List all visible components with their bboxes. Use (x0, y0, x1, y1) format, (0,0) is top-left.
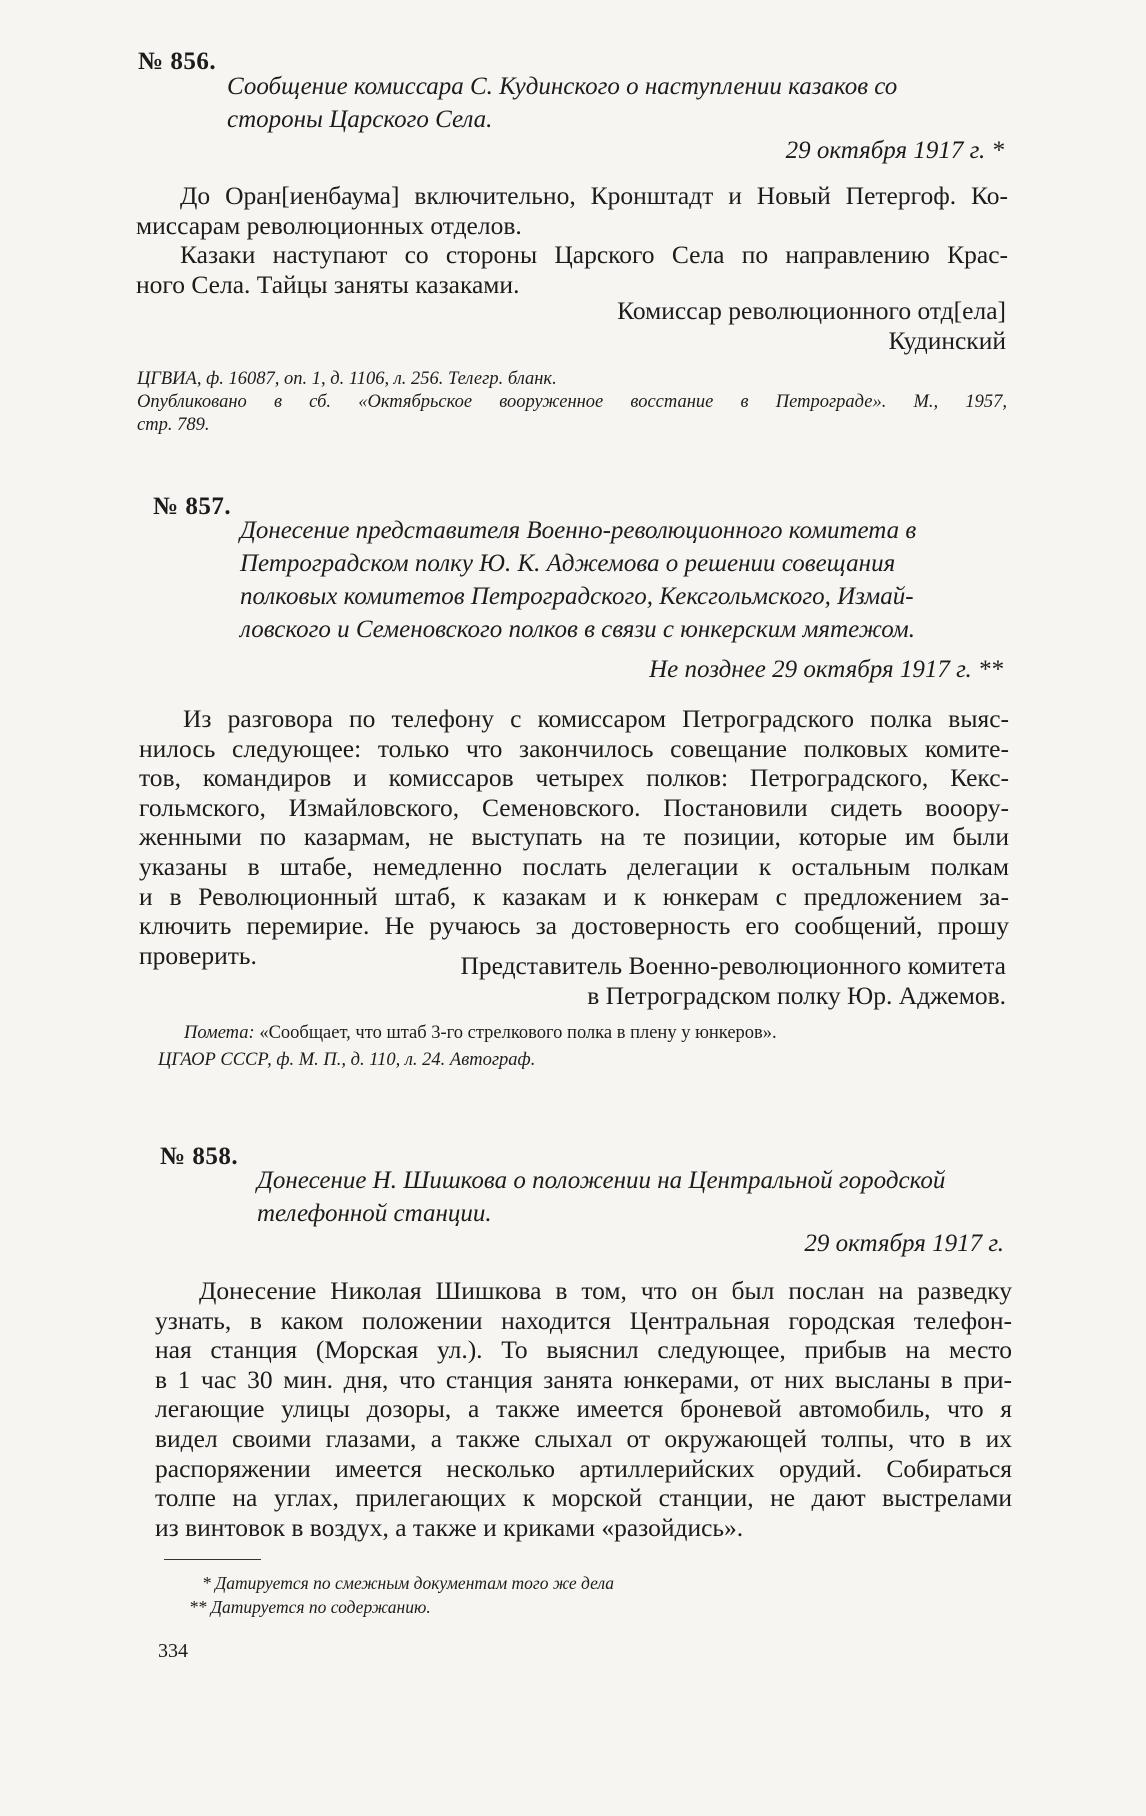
footnote-1: * Датируется по смежным документам того же дела (202, 1573, 615, 1593)
doc856-body (136, 181, 1008, 299)
body-line: гольмского, Измайловского, Семеновского. Постановили сидеть вооору- (139, 792, 1009, 822)
body-line: указаны в штабе, немедленно послать делегации к остальным полкам (139, 851, 1009, 881)
body-line: ключить перемирие. Не ручаюсь за достоверность его сообщений, прошу (139, 911, 1009, 941)
doc858-title-line: телефонной станции. (257, 1200, 492, 1227)
doc857-title-line: Петроградском полку Ю. К. Аджемова о решении совещания (240, 550, 896, 577)
body-line: из винтовок в воздух, а также и криками «разойдись». (155, 1512, 744, 1542)
doc857-date: Не позднее 29 октября 1917 г. ** (649, 656, 1003, 683)
source-line: ЦГАОР СССР, ф. М. П., д. 110, л. 24. Автограф. (158, 1050, 536, 1070)
footnote-2: ** Датируется по содержанию. (189, 1597, 431, 1617)
body-line: миссарам революционных отделов. (136, 210, 522, 240)
doc858-title-line: Донесение Н. Шишкова о положении на Центральной городской (257, 1167, 946, 1194)
doc857-signature-name: в Петроградском полку Юр. Аджемов. (587, 981, 1006, 1010)
doc857-source (158, 1049, 535, 1072)
doc856-source (137, 368, 1007, 437)
doc858-date: 29 октября 1917 г. (804, 1230, 1004, 1257)
source-line: Опубликовано в сб. «Октябрьское вооруженное восстание в Петрограде». М., 1957, (137, 392, 1007, 412)
body-line: распоряжении имеется несколько артиллерийских орудий. Собираться (155, 1453, 1012, 1483)
doc857-signature-role: Представитель Военно-революционного комитета (460, 951, 1006, 980)
body-line: и в Революционный штаб, к казакам и к юнкерам с предложением за- (139, 881, 1009, 911)
doc857-body (139, 704, 1009, 970)
doc856-date: 29 октября 1917 г. * (785, 137, 1004, 164)
body-line: ного Села. Тайцы заняты казаками. (136, 269, 520, 299)
doc856-signature-role: Комиссар революционного отд[ела] (617, 296, 1006, 325)
body-line: легающие улицы дозоры, а также имеется броневой автомобиль, что я (155, 1394, 1012, 1424)
body-line: узнать, в каком положении находится Центральная городская телефон- (155, 1305, 1012, 1335)
doc857-title-line: ловского и Семеновского полков в связи с юнкерским мятежом. (240, 616, 915, 643)
doc857-title-line: полковых комитетов Петроградского, Кексгольмского, Измай- (240, 583, 914, 610)
body-line: видел своими глазами, а также слыхал от окружающей толпы, что в их (155, 1423, 1012, 1453)
doc857-title-line: Донесение представителя Военно-революционного комитета в (240, 517, 917, 544)
body-line: Казаки наступают со стороны Царского Села по направлению Крас- (180, 240, 1008, 270)
body-line: нилось следующее: только что закончилось совещание полковых комите- (139, 733, 1009, 763)
doc857-title (240, 514, 916, 646)
body-line: проверить. (139, 940, 257, 970)
footnote-divider (164, 1559, 261, 1560)
doc856-title-line: стороны Царского Села. (227, 106, 493, 133)
body-line: ная станция (Морская ул.). То выяснил следующее, прибыв на место (155, 1335, 1012, 1365)
body-line: в 1 час 30 мин. дня, что станция занята юнкерами, от них высланы в при- (155, 1364, 1012, 1394)
body-line: женными по казармам, не выступать на те позиции, которые им были (139, 822, 1009, 852)
body-line: Из разговора по телефону с комиссаром Петроградского полка выяс- (183, 704, 1009, 733)
doc858-number: № 858. (160, 1143, 239, 1170)
note-text: «Сообщает, что штаб 3-го стрелкового полка в плену у юнкеров». (259, 1023, 777, 1043)
doc856-number: № 856. (138, 48, 217, 75)
doc858-body (155, 1276, 1012, 1542)
body-line: До Оран[иенбаума] включительно, Кронштадт и Новый Петергоф. Ко- (180, 181, 1008, 210)
page-number: 334 (158, 1640, 188, 1662)
body-line: тов, командиров и комиссаров четырех полков: Петроградского, Кекс- (139, 763, 1009, 793)
doc856-title-line: Сообщение комиссара С. Кудинского о наступлении казаков со (227, 73, 898, 100)
note-label: Помета: (184, 1023, 255, 1043)
doc857-note (184, 1022, 777, 1045)
body-line: толпе на углах, прилегающих к морской станции, не дают выстрелами (155, 1483, 1012, 1513)
source-line: ЦГВИА, ф. 16087, оп. 1, д. 1106, л. 256. Телегр. бланк. (137, 369, 557, 389)
source-line: стр. 789. (137, 415, 210, 435)
doc858-title (257, 1164, 945, 1230)
doc857-number: № 857. (153, 493, 232, 520)
body-line: Донесение Николая Шишкова в том, что он был послан на разведку (199, 1276, 1012, 1305)
doc856-signature-name: Кудинский (888, 326, 1006, 355)
doc856-title (227, 70, 897, 136)
